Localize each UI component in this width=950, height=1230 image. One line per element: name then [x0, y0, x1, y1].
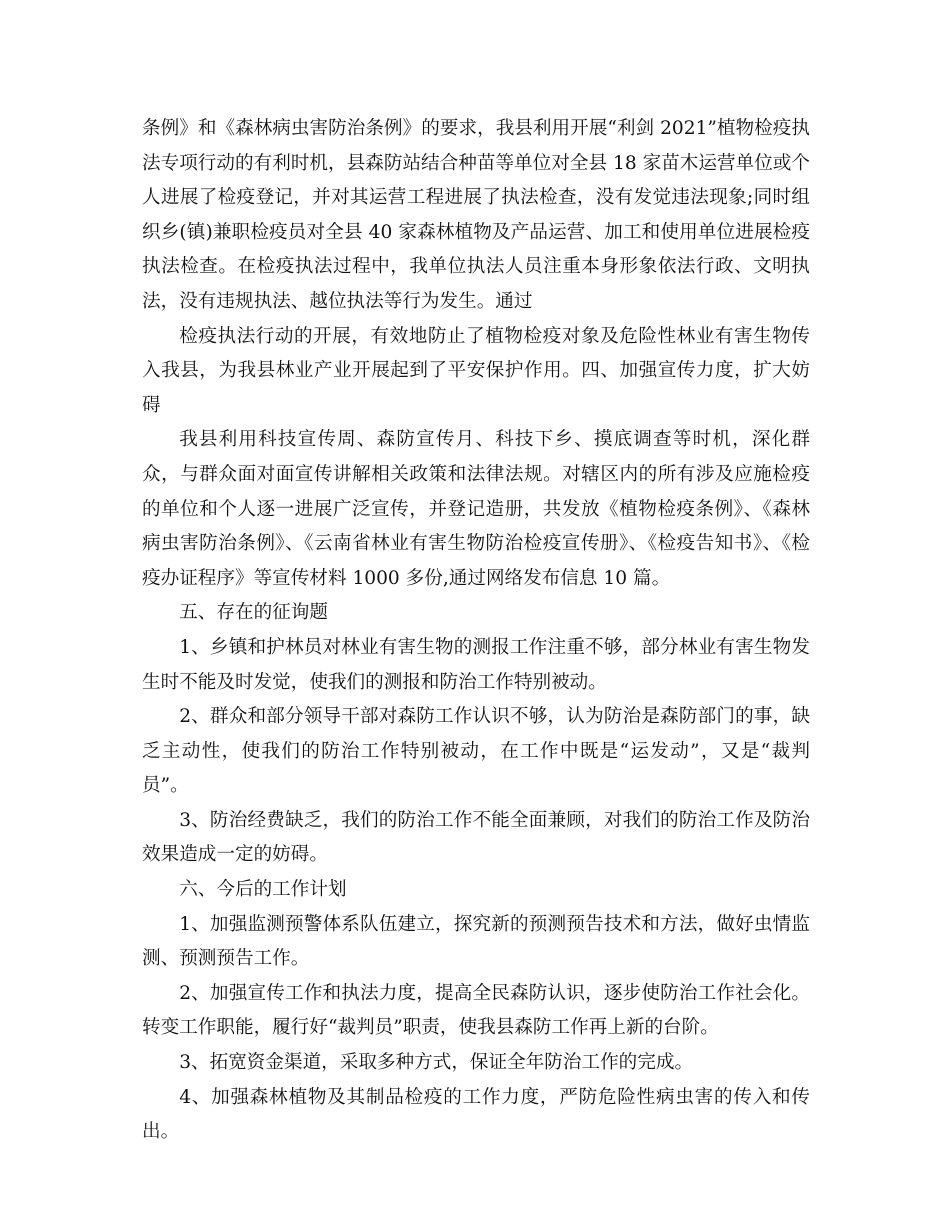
- plan-item-2: 2、加强宣传工作和执法力度，提高全民森防认识，逐步使防治工作社会化。转变工作职能，履行好“裁判员”职责，使我县森防工作再上新的台阶。: [142, 982, 810, 1039]
- problem-item-2: 2、群众和部分领导干部对森防工作认识不够，认为防治是森防部门的事，缺乏主动性，使我们的防治工作特别被动，在工作中既是“运发动”，又是“裁判员”。: [142, 706, 810, 797]
- section-heading-problems: 五、存在的征询题: [179, 602, 328, 624]
- paragraph-continuation: 条例》和《森林病虫害防治条例》的要求，我县利用开展“利剑 2021”植物检疫执法专项行动的有利时机，县森防站结合种苗等单位对全县 18 家苗木运营单位或个人进展了检疫登记，并对其运营工程进展了执法检查，没有发觉违法现象;同时组织乡(镇)兼职检疫员对全县 40 家森林植物及产品运营、加工和使用单位进展检疫执法检查。在检疫执法过程中，我单位执法人员注重本身形象依法行政、文明执法，没有违规执法、越位执法等行为发生。通过: [142, 118, 810, 312]
- section-heading-plan: 六、今后的工作计划: [179, 879, 347, 901]
- problem-item-3: 3、防治经费缺乏，我们的防治工作不能全面兼顾，对我们的防治工作及防治效果造成一定的妨碍。: [142, 809, 810, 866]
- problem-item-1: 1、乡镇和护林员对林业有害生物的测报工作注重不够，部分林业有害生物发生时不能及时发觉，使我们的测报和防治工作特别被动。: [142, 636, 810, 693]
- plan-item-3: 3、拓宽资金渠道，采取多种方式，保证全年防治工作的完成。: [179, 1052, 694, 1074]
- paragraph-inspection-results: 检疫执法行动的开展，有效地防止了植物检疫对象及危险性林业有害生物传入我县，为我县林业产业开展起到了平安保护作用。四、加强宣传力度，扩大妨碍: [142, 325, 810, 416]
- document-body: [142, 112, 810, 1150]
- plan-item-4: 4、加强森林植物及其制品检疫的工作力度，严防危险性病虫害的传入和传出。: [142, 1086, 810, 1143]
- plan-item-1: 1、加强监测预警体系队伍建立，探究新的预测预告技术和方法，做好虫情监测、预测预告工作。: [142, 913, 810, 970]
- paragraph-publicity: 我县利用科技宣传周、森防宣传月、科技下乡、摸底调查等时机，深化群众，与群众面对面宣传讲解相关政策和法律法规。对辖区内的所有涉及应施检疫的单位和个人逐一进展广泛宣传，并登记造册，共发放《植物检疫条例》、《森林病虫害防治条例》、《云南省林业有害生物防治检疫宣传册》、《检疫告知书》、《检疫办证程序》等宣传材料 1000 多份,通过网络发布信息 10 篇。: [142, 429, 810, 589]
